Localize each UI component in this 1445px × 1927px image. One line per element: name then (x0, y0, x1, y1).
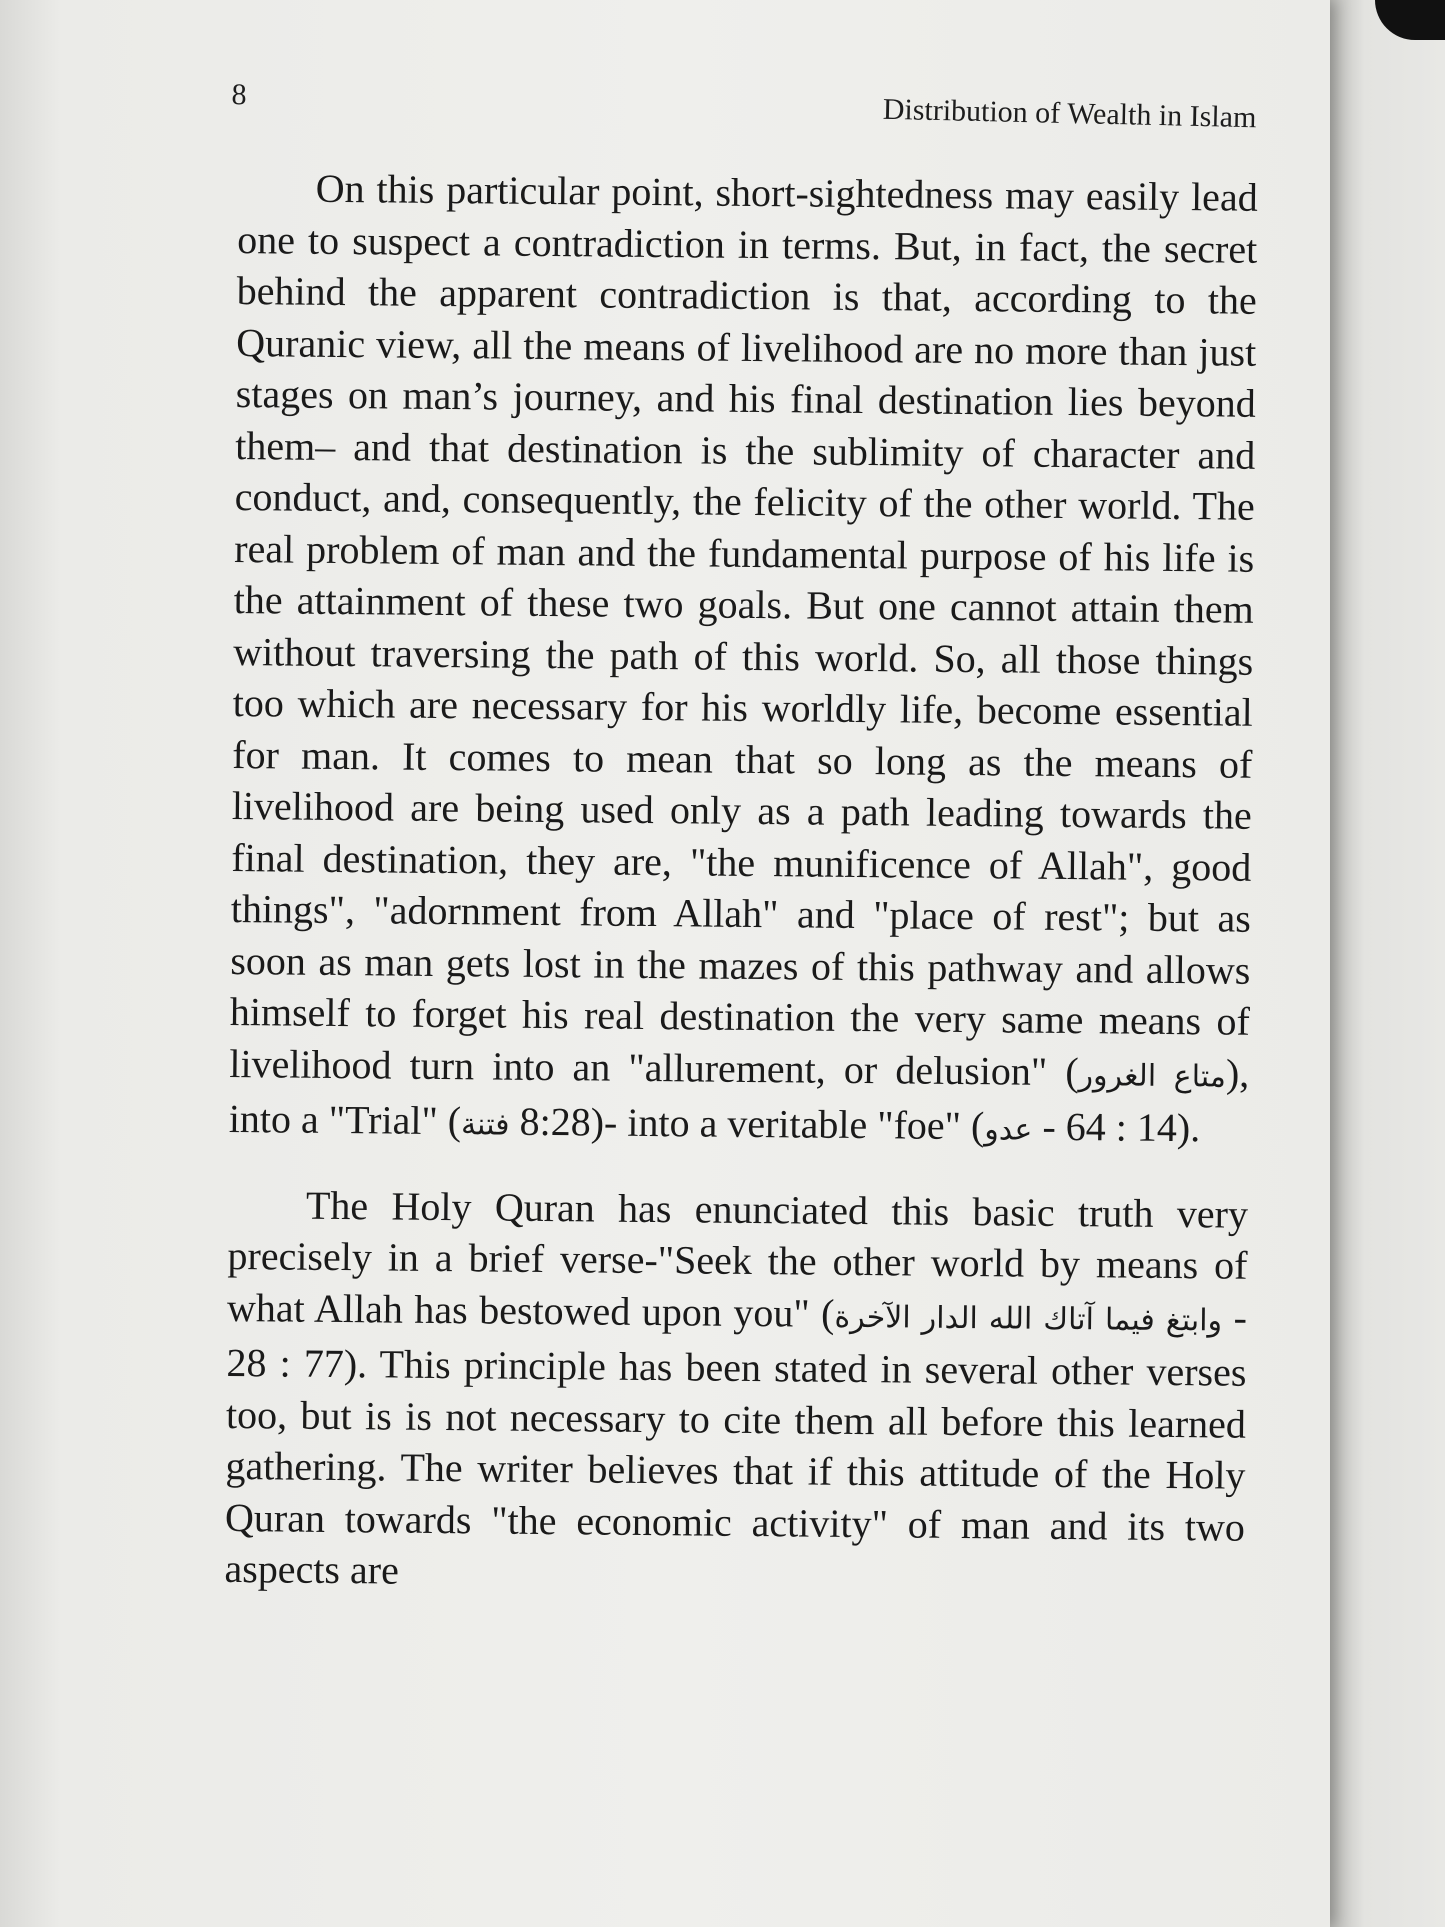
arabic-phrase: متاع الغرور (1078, 1057, 1227, 1095)
text-run: 8:28)- into a veritable "foe" ( (509, 1098, 985, 1149)
arabic-phrase: وابتغ فيما آتاك الله الدار الآخرة (834, 1299, 1223, 1338)
text-run: - 64 : 14). (1032, 1103, 1201, 1151)
text-run: - 28 : 77). This principle has been stated in several other verses too, but is is not necessary to cite them all before this learned gathering. The writer believes that if this attitude of the Holy Quran towards "the economic activity" of man and its two aspects are (224, 1294, 1248, 1593)
arabic-phrase: عدو (984, 1112, 1033, 1148)
text-run: The Holy Quran has enunciated this basic truth very precisely in a brief verse-"Seek the other world by means of what Allah has bestowed upon you" ( (226, 1182, 1249, 1336)
arabic-phrase: فتنة (460, 1107, 510, 1143)
text-run: ), into a "Trial" ( (228, 1050, 1250, 1144)
paragraph (229, 162, 1258, 1158)
body-text (224, 162, 1258, 1604)
running-head: Distribution of Wealth in Islam (882, 92, 1257, 135)
page-number: 8 (231, 78, 247, 112)
next-page-edge (1330, 0, 1445, 1927)
page-header (231, 78, 1257, 151)
text-run: On this particular point, short-sightedness may easily lead one to suspect a contradiction in terms. But, in fact, the secret behind the apparent contradiction is that, according to the Quranic view, all the means of livelihood are no more than just stages on man’s journey, and his final destination lies beyond them– and that destination is the sublimity of character and conduct, and, consequently, the felicity of the other world. The real problem of man and the fundamental purpose of his life is the attainment of these two goals. But one cannot attain them without traversing the path of this world. So, all those things too which are necessary for his worldly life, become essential for man. It comes to mean that so long as the means of livelihood are being used only as a path leading towards the final destination, they are, "the munificence of Allah", good things", "adornment from Allah" and "place of rest"; but as soon as man gets lost in the mazes of this pathway and allows himself to forget his real destination the very same means of livelihood turn into an "allurement, or delusion" ( (229, 165, 1258, 1094)
paragraph (224, 1178, 1248, 1604)
